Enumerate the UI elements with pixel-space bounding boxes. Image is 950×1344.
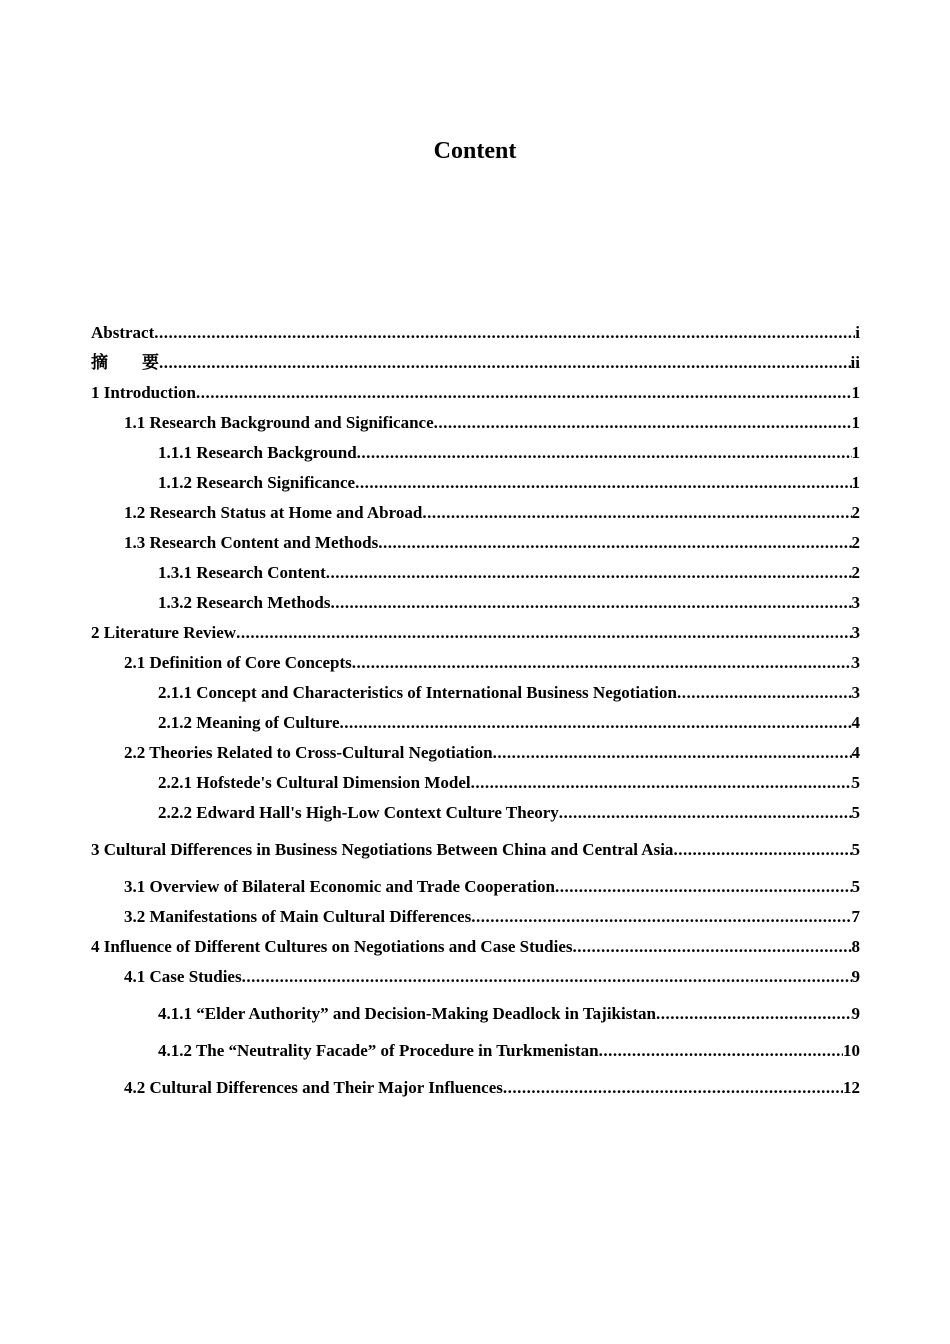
toc-entry[interactable] — [91, 708, 860, 738]
dot-leader — [355, 468, 851, 498]
dot-leader — [196, 378, 851, 408]
toc-entry-page: 2 — [851, 503, 860, 522]
dot-leader — [422, 498, 851, 528]
toc-entry-label: 1 Introduction — [91, 383, 197, 402]
toc-entry-page: 9 — [851, 1004, 860, 1023]
toc-entry-page: 5 — [851, 803, 860, 822]
toc-entry-label: 2.2.2 Edward Hall's High-Low Context Culture Theory — [158, 803, 559, 822]
toc-entry[interactable] — [91, 618, 860, 648]
toc-entry-page: i — [855, 323, 860, 342]
toc-entry-label: 4.1.2 The “Neutrality Facade” of Procedure in Turkmenistan — [158, 1041, 599, 1060]
toc-entry-label: 1.2 Research Status at Home and Abroad — [124, 503, 423, 522]
toc-entry-page: 1 — [851, 443, 860, 462]
page-title: Content — [433, 138, 517, 164]
toc-entry[interactable] — [91, 1029, 860, 1066]
toc-entry-label: 1.1.1 Research Background — [158, 443, 357, 462]
toc-entry-label: 2.1 Definition of Core Concepts — [124, 653, 352, 672]
toc-entry-label: 1.3.1 Research Content — [158, 563, 326, 582]
toc-entry-label: 3 Cultural Differences in Business Negotiations Between China and Central Asia — [91, 840, 674, 859]
toc-entry-label: 3.1 Overview of Bilateral Economic and Trade Cooperation — [124, 877, 555, 896]
toc-entry-label: 2.2.1 Hofstede's Cultural Dimension Model — [158, 773, 471, 792]
toc-entry-page: 3 — [851, 593, 860, 612]
toc-entry[interactable] — [91, 962, 860, 992]
toc-entry-page: 5 — [851, 840, 860, 859]
toc-entry[interactable] — [91, 498, 860, 528]
dot-leader — [331, 588, 852, 618]
toc-entry-page: 4 — [851, 743, 860, 762]
toc-entry[interactable] — [91, 865, 860, 902]
toc-entry-page: 2 — [851, 533, 860, 552]
toc-entry-label: 1.1.2 Research Significance — [158, 473, 356, 492]
dot-leader — [555, 872, 852, 902]
toc-entry-page: ii — [850, 353, 860, 372]
toc-entry[interactable] — [91, 798, 860, 828]
toc-entry-page: 7 — [851, 907, 860, 926]
toc-entry[interactable] — [91, 902, 860, 932]
toc-entry-label: 3.2 Manifestations of Main Cultural Differences — [124, 907, 472, 926]
dot-leader — [154, 318, 855, 348]
toc-entry-page: 10 — [843, 1041, 860, 1060]
toc-entry[interactable] — [91, 468, 860, 498]
dot-leader — [559, 798, 852, 828]
toc-entry-label: Abstract — [91, 323, 155, 342]
toc-entry[interactable] — [91, 408, 860, 438]
toc-entry[interactable] — [91, 648, 860, 678]
toc-entry-page: 4 — [851, 713, 860, 732]
toc-entry-label: 2.1.1 Concept and Characteristics of International Business Negotiation — [158, 683, 677, 702]
toc-entry[interactable] — [91, 438, 860, 468]
toc-entry-label: 4 Influence of Different Cultures on Negotiations and Case Studies — [91, 937, 573, 956]
toc-entry[interactable] — [91, 588, 860, 618]
dot-leader — [242, 962, 852, 992]
toc-entry-page: 12 — [843, 1078, 860, 1097]
toc-entry[interactable] — [91, 378, 860, 408]
toc-entry[interactable] — [91, 1066, 860, 1103]
toc-entry-page: 3 — [851, 653, 860, 672]
toc-entry-page: 1 — [851, 413, 860, 432]
dot-leader — [340, 708, 852, 738]
dot-leader — [656, 999, 852, 1029]
toc-entry-label: 1.1 Research Background and Significance — [124, 413, 434, 432]
toc-entry[interactable] — [91, 738, 860, 768]
toc-entry-page: 5 — [851, 877, 860, 896]
table-of-contents — [91, 318, 860, 1103]
toc-entry[interactable] — [91, 768, 860, 798]
toc-entry-page: 2 — [851, 563, 860, 582]
dot-leader — [471, 768, 852, 798]
toc-entry-page: 9 — [851, 967, 860, 986]
dot-leader — [573, 932, 852, 962]
toc-entry-page: 8 — [851, 937, 860, 956]
toc-entry-label: 2 Literature Review — [91, 623, 237, 642]
toc-entry[interactable] — [91, 678, 860, 708]
dot-leader — [159, 348, 851, 378]
toc-entry-label: 2.2 Theories Related to Cross-Cultural Negotiation — [124, 743, 493, 762]
toc-entry[interactable] — [91, 828, 860, 865]
dot-leader — [434, 408, 852, 438]
toc-entry-page: 5 — [851, 773, 860, 792]
toc-entry-label: 4.1.1 “Elder Authority” and Decision-Making Deadlock in Tajikistan — [158, 1004, 656, 1023]
toc-entry[interactable] — [91, 932, 860, 962]
toc-entry-label: 4.1 Case Studies — [124, 967, 242, 986]
toc-entry-label: 1.3.2 Research Methods — [158, 593, 331, 612]
toc-entry-page: 3 — [851, 623, 860, 642]
dot-leader — [471, 902, 851, 932]
dot-leader — [378, 528, 851, 558]
dot-leader — [677, 678, 852, 708]
toc-entry-page: 1 — [851, 473, 860, 492]
toc-entry-label: 2.1.2 Meaning of Culture — [158, 713, 340, 732]
dot-leader — [357, 438, 852, 468]
toc-entry[interactable] — [91, 992, 860, 1029]
dot-leader — [493, 738, 852, 768]
toc-entry[interactable] — [91, 528, 860, 558]
toc-entry-page: 3 — [851, 683, 860, 702]
dot-leader — [503, 1073, 843, 1103]
toc-entry[interactable] — [91, 348, 860, 378]
toc-entry[interactable] — [91, 558, 860, 588]
toc-entry-page: 1 — [851, 383, 860, 402]
toc-entry-label: 4.2 Cultural Differences and Their Major Influences — [124, 1078, 503, 1097]
dot-leader — [326, 558, 852, 588]
dot-leader — [236, 618, 851, 648]
toc-entry-label: 摘 要 — [91, 353, 159, 372]
toc-entry[interactable] — [91, 318, 860, 348]
toc-entry-label: 1.3 Research Content and Methods — [124, 533, 379, 552]
dot-leader — [352, 648, 852, 678]
dot-leader — [673, 835, 851, 865]
dot-leader — [599, 1036, 843, 1066]
